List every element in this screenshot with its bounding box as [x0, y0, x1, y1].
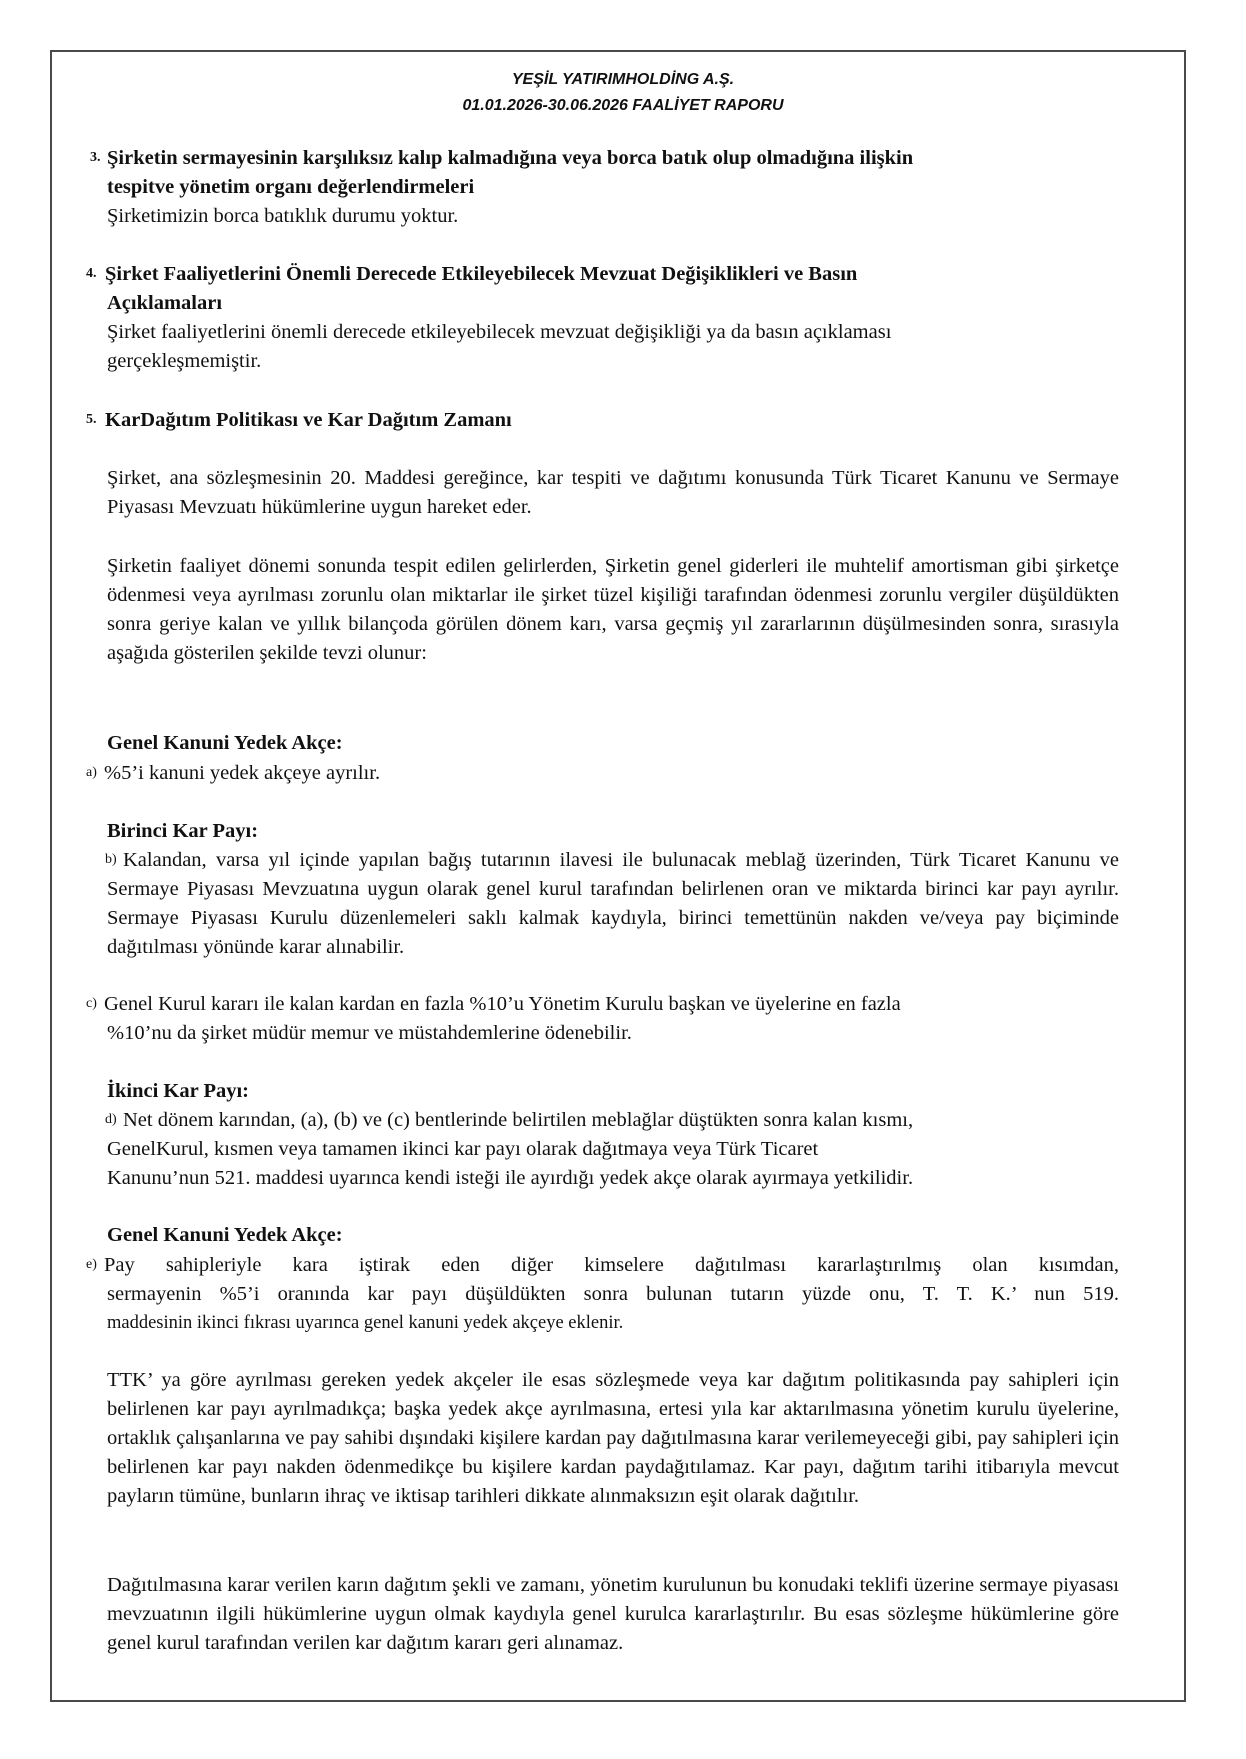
item-e-text-line3: maddesinin ikinci fıkrası uyarınca genel kanuni yedek akçeye eklenir. [107, 1313, 624, 1333]
section-5-paragraph-3: TTK’ ya göre ayrılması gereken yedek akçeler ile esas sözleşmede veya kar dağıtım politikasında pay sahipleri için belirlenen kar payı ayrılmadıkça; başka yedek akçe ayrılmasına, ertesi yıla kar aktarılmasına yönetim kurulu üyelerine, ortaklık çalışanlarına ve pay sahibi dışındaki kişilere kardan pay dağıtılmasına karar verilemeyeceği gibi, pay sahipleri için belirlenen kar payı nakden ödenmedikçe bu kişilere kardan paydağıtılamaz. Kar payı, dağıtım tarihi itibarıyla mevcut payların tümüne, bunların ihraç ve iktisap tarihleri dikkate alınmaksızın eşit olarak dağıtılır. [107, 1369, 1119, 1507]
section-4-heading-line2: Açıklamaları [107, 292, 223, 314]
section-3-text: Şirketimizin borca batıklık durumu yoktur. [107, 205, 459, 227]
item-d-text-line3: Kanunu’nun 521. maddesi uyarınca kendi isteği ile ayırdığı yedek akçe olarak ayırmaya yetkilidir. [107, 1167, 914, 1189]
item-d-text-line2: GenelKurul, kısmen veya tamamen ikinci kar payı olarak dağıtmaya veya Türk Ticaret [107, 1138, 819, 1160]
header-company: YEŞİL YATIRIMHOLDİNG A.Ş. [511, 71, 735, 88]
section-4-text-line2: gerçekleşmemiştir. [107, 350, 262, 372]
header-report-title: 01.01.2026-30.06.2026 FAALİYET RAPORU [462, 97, 784, 114]
section-5-paragraph-4: Dağıtılmasına karar verilen karın dağıtım şekli ve zamanı, yönetim kurulunun bu konudaki teklifi üzerine sermaye piyasası mevzuatının ilgili hükümlerine uygun olmak kaydıyla genel kurulca kararlaştırılır. Bu esas sözleşme hükümlerine göre genel kurul tarafından verilen kar dağıtım kararı geri alınamaz. [107, 1574, 1119, 1654]
section-5-paragraph-2: Şirketin faaliyet dönemi sonunda tespit edilen gelirlerden, Şirketin genel giderleri ile muhtelif amortisman gibi şirketçe ödenmesi veya ayrılması zorunlu olan miktarlar ile şirket tüzel kişiliği tarafından ödenmesi zorunlu vergiler düşüldükten sonra geriye kalan ve yıllık bilançoda görülen dönem karı, varsa geçmiş yıl zararlarının düşülmesinden sonra, sırasıyla aşağıda gösterilen şekilde tevzi olunur: [107, 555, 1119, 664]
item-b-text: Kalandan, varsa yıl içinde yapılan bağış tutarının ilavesi ile bulunacak meblağ üzerinden, Türk Ticaret Kanunu ve Sermaye Piyasası Mevzuatına uygun olarak genel kurul tarafından belirlenen oran ve miktarda birinci kar payı ayrılır. Sermaye Piyasası Kurulu düzenlemeleri saklı kalmak kaydıyla, birinci temettünün nakden ve/veya pay biçiminde dağıtılması yönünde karar alınabilir. [107, 849, 1119, 958]
section-3-number: 3. [90, 150, 101, 165]
item-d-label: d) [105, 1112, 117, 1127]
item-a-text: %5’i kanuni yedek akçeye ayrılır. [104, 762, 381, 784]
section-5-number: 5. [86, 412, 97, 427]
item-b-label: b) [105, 852, 117, 867]
genel-kanuni-yedek-akce-heading-1: Genel Kanuni Yedek Akçe: [107, 732, 343, 754]
item-e-text-line2: sermayenin %5’i oranında kar payı düşüldükten sonra bulunan tutarın yüzde onu, T. T. K.’ nun 519. [107, 1283, 1119, 1305]
birinci-kar-payi-heading: Birinci Kar Payı: [107, 820, 259, 842]
ikinci-kar-payi-heading: İkinci Kar Payı: [107, 1080, 249, 1102]
item-c-text-line1: Genel Kurul kararı ile kalan kardan en fazla %10’u Yönetim Kurulu başkan ve üyelerine en fazla [104, 993, 901, 1015]
section-4-heading-line1: Şirket Faaliyetlerini Önemli Derecede Etkileyebilecek Mevzuat Değişiklikleri ve Basın [105, 263, 858, 285]
section-3-heading-line1: Şirketin sermayesinin karşılıksız kalıp kalmadığına veya borca batık olup olmadığına ilişkin [107, 147, 914, 169]
item-d-text-line1: Net dönem karından, (a), (b) ve (c) bentlerinde belirtilen meblağlar düştükten sonra kalan kısmı, [123, 1109, 914, 1131]
genel-kanuni-yedek-akce-heading-2: Genel Kanuni Yedek Akçe: [107, 1224, 343, 1246]
item-c-label: c) [86, 996, 97, 1011]
section-5-heading: KarDağıtım Politikası ve Kar Dağıtım Zamanı [105, 409, 512, 431]
section-4-number: 4. [86, 266, 97, 281]
section-5-paragraph-1: Şirket, ana sözleşmesinin 20. Maddesi gereğince, kar tespiti ve dağıtımı konusunda Türk Ticaret Kanunu ve Sermaye Piyasası Mevzuatı hükümlerine uygun hareket eder. [107, 467, 1119, 518]
item-e-text-line1: Pay sahipleriyle kara iştirak eden diğer kimselere dağıtılması kararlaştırılmış olan kısımdan, [104, 1254, 1119, 1276]
section-4-text-line1: Şirket faaliyetlerini önemli derecede etkileyebilecek mevzuat değişikliği ya da basın açıklaması [107, 321, 892, 343]
item-c-text-line2: %10’nu da şirket müdür memur ve müstahdemlerine ödenebilir. [107, 1022, 632, 1044]
item-e-label: e) [86, 1257, 97, 1272]
section-3-heading-line2: tespitve yönetim organı değerlendirmeleri [107, 176, 475, 198]
item-a-label: a) [86, 765, 97, 780]
